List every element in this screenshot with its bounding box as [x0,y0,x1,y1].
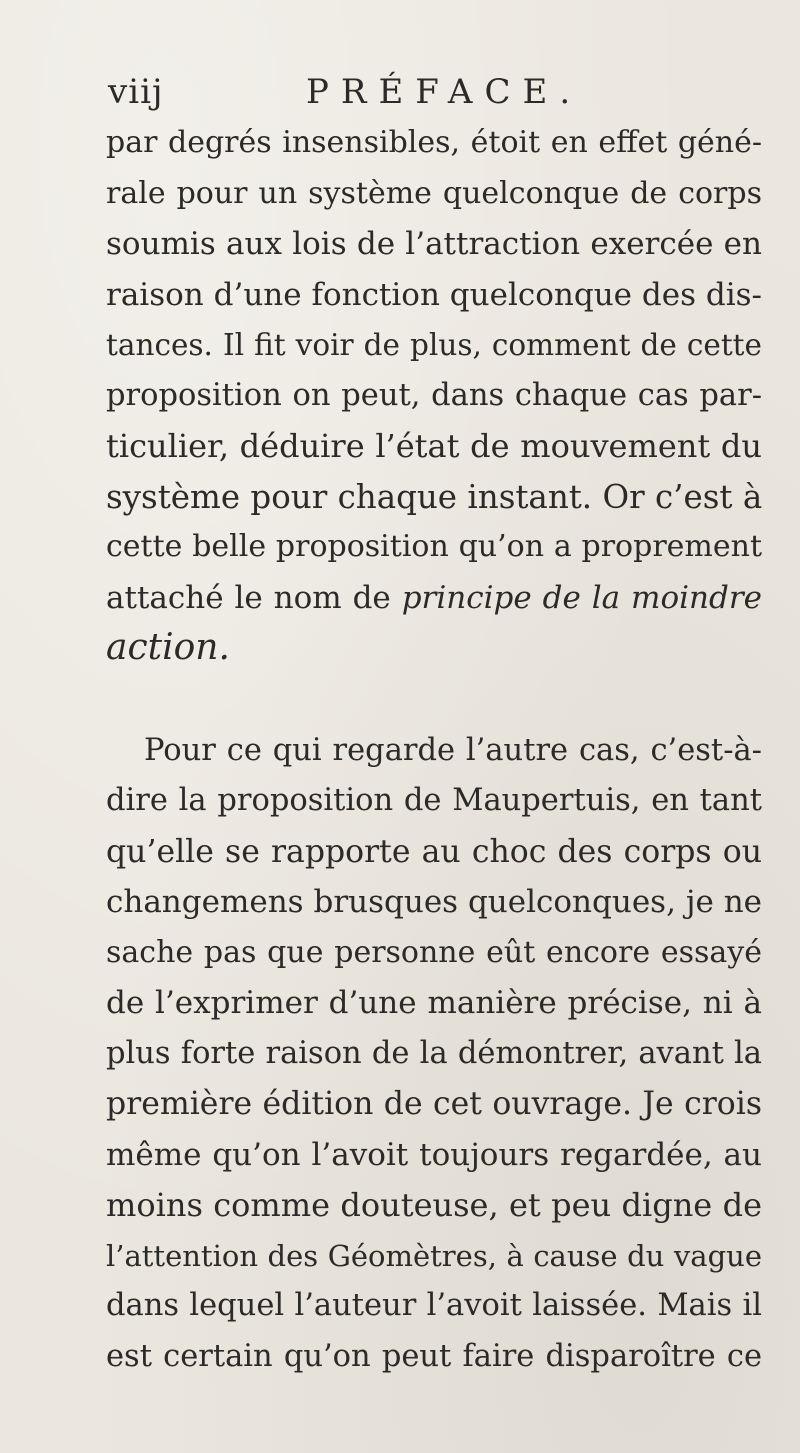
text-line: moins comme douteuse, et peu digne de [106,1186,762,1224]
text-line: soumis aux lois de l’attraction exercée en [106,226,762,262]
text-line-mixed [106,573,762,624]
text-line: sache pas que personne eût encore essayé [106,934,762,970]
text-line: plus forte raison de la démontrer, avant la [106,1035,762,1071]
text-line: l’attention des Géomètres, à cause du vague [106,1238,762,1273]
text-line: qu’elle se rapporte au choc des corps ou [106,833,762,870]
text-line: proposition on peut, dans chaque cas par- [106,377,762,413]
paragraph-1 [106,118,762,674]
text-line: ticulier, déduire l’état de mouvement du [106,427,762,465]
text-line: par degrés insensibles, étoit en effet géné- [106,125,762,160]
text-line: Pour ce qui regarde l’autre cas, c’est-à- [144,732,762,768]
page-header [108,62,708,118]
text-line: même qu’on l’avoit toujours regardée, au [106,1136,762,1173]
paragraph-gap [106,674,762,726]
italic-term: principe de la moindre [401,579,762,616]
text-line: rale pour un système quelconque de corps [106,175,762,211]
text-line: dire la proposition de Maupertuis, en tant [106,783,762,818]
page-number: viij [108,72,164,112]
text-line: première édition de cet ouvrage. Je crois [106,1086,762,1122]
text-line: changemens brusques quelconques, je ne [106,884,762,920]
running-head: PRÉFACE. [306,72,583,112]
body-text [106,118,762,1382]
text-line: raison d’une fonction quelconque des dis- [106,276,762,313]
text-line: dans lequel l’auteur l’avoit laissée. Mais il [106,1288,762,1323]
text-line: tances. Il fit voir de plus, comment de cette [106,328,762,362]
text-line: de l’exprimer d’une manière précise, ni à [106,985,762,1021]
text-line: système pour chaque instant. Or c’est à [106,477,763,516]
text-fragment: attaché le nom de [106,579,391,616]
text-line: est certain qu’on peut faire disparoître ce [106,1338,762,1374]
paragraph-2 [106,726,762,1383]
text-line: action. [106,627,230,668]
text-line: cette belle proposition qu’on a proprement [106,529,762,564]
